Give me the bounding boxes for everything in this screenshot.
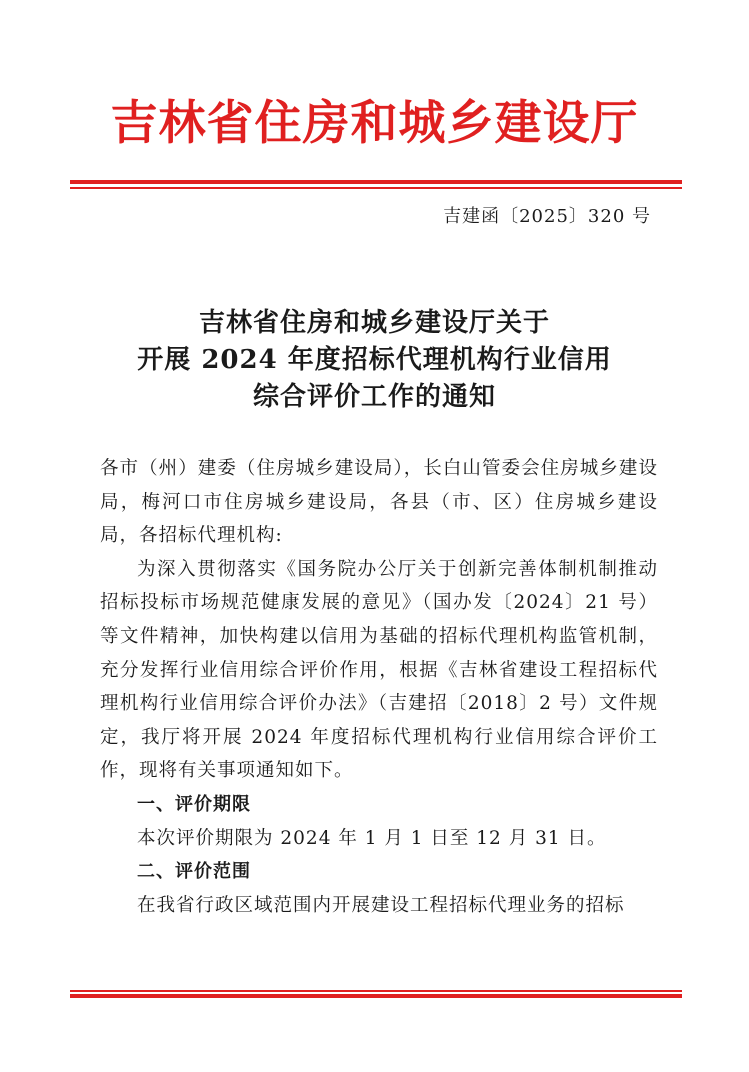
section-text-scope: 在我省行政区域范围内开展建设工程招标代理业务的招标 [137, 894, 625, 916]
title-line-1: 吉林省住房和城乡建设厅关于 [198, 308, 550, 338]
issuing-authority-header: 吉林省住房和城乡建设厅 [110, 96, 639, 151]
section-heading-period: 一、评价期限 [137, 793, 251, 815]
footer-red-rule-thin [70, 990, 682, 992]
document-body [100, 452, 658, 922]
document-number: 吉建函〔2025〕320 号 [443, 206, 651, 227]
intro-paragraph: 为深入贯彻落实《国务院办公厅关于创新完善体制机制推动招标投标市场规范健康发展的意见》（国办发〔2024〕21 号）等文件精神，加快构建以信用为基础的招标代理机构监管机制，充分发挥行业信用综合评价作用，根据《吉林省建设工程招标代理机构行业信用综合评价办法》（吉建招〔2018〕2 号）文件规定，我厅将开展 2024 年度招标代理机构行业信用综合评价工作，现将有关事项通知如下。 [100, 558, 658, 782]
section-heading-scope: 二、评价范围 [137, 861, 251, 883]
header-red-rule-thin [70, 187, 682, 189]
header-red-rule-thick [70, 180, 682, 184]
document-title [0, 305, 749, 416]
footer-red-rule-thick [70, 994, 682, 998]
title-line-2: 开展 2024 年度招标代理机构行业信用 [137, 345, 612, 375]
section-text-period: 本次评价期限为 2024 年 1 月 1 日至 12 月 31 日。 [137, 827, 607, 849]
salutation-paragraph: 各市（州）建委（住房城乡建设局），长白山管委会住房城乡建设局，梅河口市住房城乡建设局，各县（市、区）住房城乡建设局，各招标代理机构: [100, 458, 658, 547]
title-line-3: 综合评价工作的通知 [252, 382, 496, 412]
